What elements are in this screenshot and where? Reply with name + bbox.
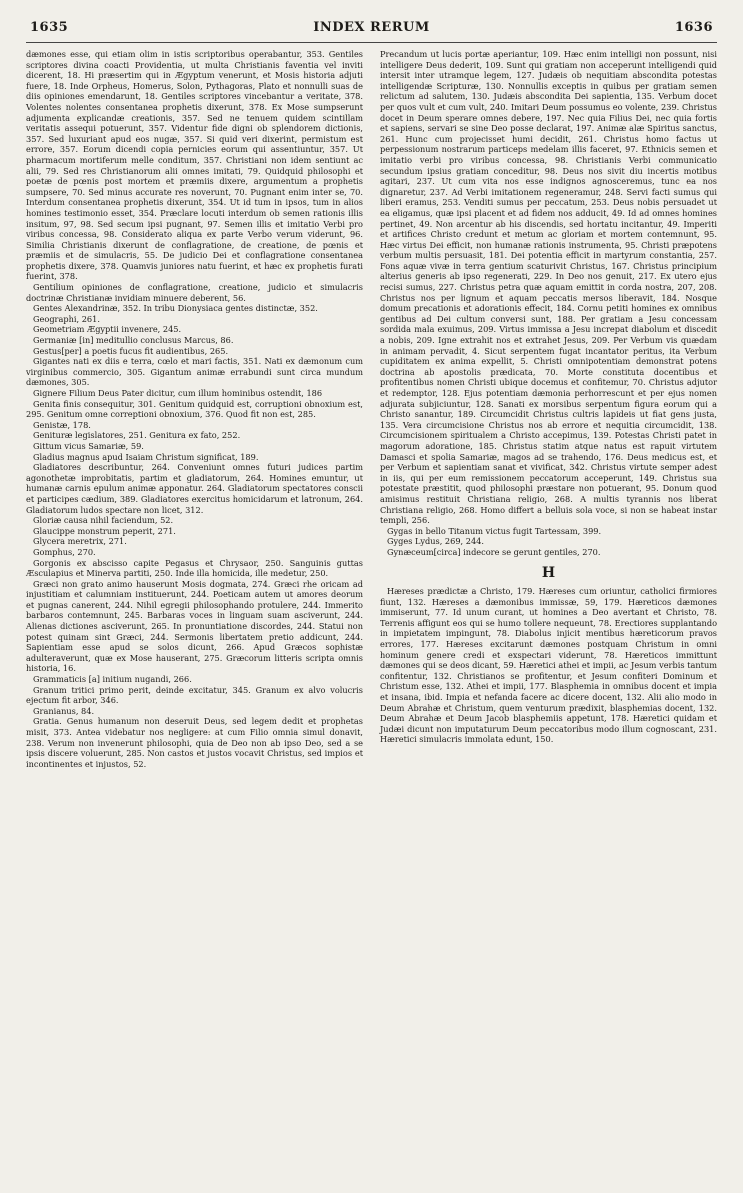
index-entry: Gloriæ causa nihil faciendum, 52. (33, 515, 174, 526)
index-entry: Gratia. Genus humanum non deseruit Deus, sed legem dedit et prophetas misit, 373. Antea videbatur nos negligere: at cum Filio omnia simul donavit, 238. Verum non invenerunt philosophi, quia de Deo non ab ipso Deo, sed a se ipsis discere voluerunt, 285. Non castos et justos vocavit Christus, sed impios et incontinentes et injustos, 52. (26, 716, 363, 769)
page-number-left: 1635 (30, 20, 69, 35)
index-entry: Granianus, 84. (33, 705, 95, 716)
index-entry: Genita finis consequitur, 301. Genitum quidquid est, corruptioni obnoxium est, 295. Genitum omne correptioni obnoxium, 376. Quod fit non est, 285. (26, 398, 363, 420)
page-header (26, 20, 717, 43)
index-entry: Gignere Filium Deus Pater dicitur, cum illum hominibus ostendit, 186 (33, 388, 323, 398)
index-entry: Gyges Lydus, 269, 244. (387, 536, 484, 547)
index-entry: Germaniæ [in] meditullio conclusus Marcus, 86. (33, 335, 234, 346)
page-number-right: 1636 (674, 20, 713, 35)
index-entry: Gentes Alexandrinæ, 352. In tribu Dionysiaca gentes distinctæ, 352. (33, 303, 318, 314)
index-entry: Gladiatores describuntur, 264. Conveniunt omnes futuri judices partim agonothetæ improbitatis, partim et gladiatorum, 264. Homines emuntur, ut humanæ carnis epulum animæ apponatur. 264. Gladiatorum spectatores conscii et participes cædium, 389. Gladiatores exercitus homicidarum et latronum, 264. Gladiatorum ludos spectare non licet, 312. (26, 462, 363, 515)
index-entry: Granum tritici primo perit, deinde excitatur, 345. Granum ex alvo volucris ejectum fit arbor, 346. (26, 684, 363, 706)
index-entry: Precandum ut lucis portæ aperiantur, 109. Hæc enim intelligi non possunt, nisi intelligere Deus dederit, 109. Sunt qui gratiam non acceperunt intelligendi quid intersit inter utramque legem, 127. Judæis ob nequitiam abscondita potestas intelligendæ Scripturæ, 130. Nonnullis exceptis in quibus per gratiam semen relictum ad salutem, 130. Judæis abscondita Dei sapientia, 135. Verbum docet per quos vult et cum vult, 240. Imitari Deum possumus eo volente, 239. Christus docet in Deum sperare omnes debere, 197. Nec quia Filius Dei, nec quia fortis et sapiens, servari se sine Deo posse declarat, 197. Animæ alæ Spiritus sanctus, 261. Hunc cum projecisset humi decidit, 261. Christus homo factus ut perpessionum nostrarum particeps medelam illis faceret, 97. Ethnicis semen et imitatio verbi pro viribus concessa, 98. Christianis Verbi communicatio secundum ipsius gratiam conceditur, 98. Deus nos sivit diu incertis motibus agitari, 237. Ut cum vita nos esse indignos agnosceremus, tunc ea nos dignaretur, 237. Ad Verbi imitationem regeneramur, 248. Servi facti sumus qui liberi eramus, 253. Venditi sumus per peccatum, 253. Deus nobis persuadet ut ea eligamus, quæ ipsi placent et ad fidem nos adducit, 49. Id ad omnes homines pertinet, 49. Non arcentur ab his discendis, sed hortatu incitantur, 49. Imperiti et artifices Christo credunt et metum ac gloriam et mortem contemnunt, 95. Hæc virtus Dei efficit, non humanæ rationis instrumenta, 95. Christi præpotens verbum multis persuasit, 181. Dei potentia efficit in martyrum constantia, 257. Fons aquæ vivæ in terra gentium scaturivit Christus, 167. Christus principium alterius generis ab ipso regenerati, 229. In Deo nos genuit, 217. Ex utero ejus recisi sumus, 227. Christus petra quæ aquam emittit in corda nostra, 207, 208. Christus nos per lignum et aquam peccatis mersos liberavit, 184. Nosque domum precationis et adorationis effecit, 184. Cornu petiti homines ex omnibus gentibus ad Dei cultum conversi sunt, 188. Per gratiam a Jesu concessam sordida mala exuimus, 209. Virtus immissa a Jesu increpat diabolum et discedit a nobis, 209. Igne extrahit nos et extrahet Jesus, 209. Per Verbum vis quædam in animam pervadit, 4. Sicut serpentem fugat incantator peritus, ita Verbum cupiditatem ex anima expellit, 5. Christi omnipotentiam demonstrat potens doctrina ab apostolis prædicata, 70. Morte constituta docentibus et profitentibus nomen Christi ubique docemus et confitemur, 70. Christus adjutor et redemptor, 128. Ejus potentiam dæmonia perhorrescunt et per ejus nomen adjurata subjiciuntur, 128. Sanati ex morsibus serpentum figura eorum qui a Christo sanantur, 189. Circumcidit Christus cultris lapideis ut fiat gens justa, 135. Vera circumcisione Christus nos ab errore et nequitia circumcidit, 138. Circumcisionem spiritualem a Christo accepimus, 139. Potestas Christi patet in magorum adoratione, 185. Christus statim atque natus est rapuit virtutem Damasci et spolia Samariæ, magos ad se trahendo, 176. Deus medicus est, et per Verbum et sapientiam sanat et vivificat, 342. Christus virtute semper adest in iis, qui per eum remissionem peccatorum acceperunt, 149. Christus sua potestate præstitit, quod philosophi præstare non potuerant, 95. Donum quod amisimus restituit Christiana religio, 268. A multis tyrannis nos liberat Christiana religio, 268. Homo differt a belluis sola voce, si non se habeat instar templi, 256. (380, 49, 717, 526)
index-entry: Gestus[per] a poetis fucus fit audientibus, 265. (33, 345, 229, 356)
index-entry: Gorgonis ex abscisso capite Pegasus et Chrysaor, 250. Sanguinis guttas Æsculapius et Minerva partiti, 250. Inde illa homicida, ille medetur, 250. (26, 557, 363, 579)
running-title: INDEX RERUM (313, 20, 430, 35)
index-entry: Gynæceum[circa] indecore se gerunt gentiles, 270. (387, 546, 601, 557)
index-entry: Glaucippe monstrum peperit, 271. (33, 525, 176, 536)
index-entry: Geometriam Ægyptii invenere, 245. (33, 324, 182, 335)
index-entry: dæmones esse, qui etiam olim in istis scriptoribus operabantur, 353. Gentiles scriptores divina coacti Providentia, ut multa Christianis faventia vel inviti dicerent, 18. Hi præsertim qui in Ægyptum venerunt, et Mosis historia adjuti fuere, 18. Inde Orpheus, Homerus, Solon, Pythagoras, Plato et nonnulli suas de diis opiniones emendarunt, 18. Gentiles scriptores vincebantur a veritate, 378. Volentes nolentes consentanea prophetis dixerunt, 378. Ex Mose sumpserunt adjumenta explicandæ creationis, 357. Sed ne tenuem quidem scintillam veritatis assequi potuerunt, 357. Videntur fide digni ob splendorem dictionis, 357. Sed luxuriant apud eos nugæ, 357. Si quid veri dixerint, permistum est errore, 357. Eorum dicendi copia pernicies eorum qui assentiuntur, 357. Ut pharmacum mortiferum melle conditum, 357. Christiani non idem sentiunt ac alii, 79. Sed res Christianorum alii omnes imitati, 79. Quidquid philosophi et poetæ de pœnis post mortem et præmiis dixere, argumentum a prophetis sumpsere, 70. Sed minus accurate res noverunt, 70. Pugnant enim inter se, 70. Interdum consentanea prophetis dixerunt, 354. Ut id tum in ipsos, tum in alios homines testimonio esset, 354. Præclare locuti interdum ob semen rationis illis insitum, 97, 98. Sed secum ipsi pugnant, 97. Semen illis et imitatio Verbi pro viribus concessa, 98. Considerato aliqua ex parte Verbo verum viderunt, 96. Similia Christianis dixerunt de conflagratione, de creatione, de pœnis et præmiis et de simulacris, 55. De judicio Dei et conflagratione consentanea prophetis dixere, 378. Quamvis juniores natu fuerint, et hæc ex prophetis furati fuerint, 378. (26, 49, 363, 282)
two-column-body (26, 49, 717, 769)
index-entry: Genituræ legislatores, 251. Genitura ex fato, 252. (33, 430, 241, 441)
index-entry: Gygas in bello Titanum victus fugit Tartessam, 399. (387, 525, 602, 536)
index-entry: Geographi, 261. (33, 313, 100, 324)
index-entry: Grammaticis [a] initium nugandi, 266. (33, 674, 192, 685)
left-column (26, 49, 363, 769)
index-entry: Gittum vicus Samariæ, 59. (33, 440, 144, 451)
index-entry: Gentilium opiniones de conflagratione, creatione, judicio et simulacris doctrinæ Christianæ invidiam minuere deberent, 56. (26, 282, 363, 303)
index-entry: Glycera meretrix, 271. (33, 536, 127, 547)
index-entry: Genistæ, 178. (33, 419, 91, 430)
index-entry: Gomphus, 270. (33, 546, 96, 557)
index-entry: Gladius magnus apud Isaiam Christum significat, 189. (33, 451, 259, 462)
section-letter-heading: H (541, 564, 556, 581)
right-column (380, 49, 717, 769)
index-entry: Hæreses prædictæ a Christo, 179. Hæreses cum oriuntur, catholici firmiores fiunt, 132. Hæreses a dæmonibus immissæ, 59, 179. Hæreticos dæmones immiserunt, 77. Id unum curant, ut homines a Deo avertant et Christo, 78. Terrenis affigunt eos qui se humo tollere nequeunt, 78. Erectiores supplantando in impietatem impingunt, 78. Diabolus injicit mentibus hæreticorum pravos errores, 177. Hæreses excitarunt dæmones postquam Christum in omni hominum genere credi et exspectari viderunt, 78. Hæreticos immittunt dæmones qui se deos dicant, 59. Hæretici athei et impii, ac Jesum verbis tantum confitentur, 132. Christianos se profitentur, et Jesum confiteri Dominum et Christum esse, 132. Athei et impii, 177. Blasphemia in omnibus docent et impia et insana, ibid. Impia et nefanda facere ac dicere docent, 132. Alii alio modo in Deum Abrahæ et Christum, quem venturum prædixit, blasphemias docent, 132. Deum Abrahæ et Deum Jacob blasphemiis appetunt, 178. Hæretici quidam et Judæi dicunt non imputaturum Deum peccatoribus modo illum cognoscant, 231. Hæretici simulacris immolata edunt, 150. (380, 586, 717, 745)
index-entry: Gigantes nati ex diis e terra, cœlo et mari factis, 351. Nati ex dæmonum cum virginibus commercio, 305. Gigantum animæ errabundi sunt circa mundum dæmones, 305. (26, 356, 363, 388)
index-entry: Græci non grato animo hauserunt Mosis dogmata, 274. Græci rhe oricam ad injustitiam et calumniam instituerunt, 244. Poeticam autem ut amores deorum et pugnas canerent, 244. Nihil egregii philosophando protulere, 244. Immerito barbaros contemnunt, 245. Barbaras voces in linguam suam asciverunt, 244. Alienas dictiones asciverunt, 265. In pronuntiatione discordes, 244. Statui non potest quinam sint Græci, 244. Sermonis libertatem pretio addicunt, 244. Sapientiam esse apud se solos dicunt, 266. Apud Græcos sophistæ adulteraverunt, quæ ex Mose hauserant, 275. Græcorum litteris scripta omnis historia, 16. (26, 578, 363, 674)
